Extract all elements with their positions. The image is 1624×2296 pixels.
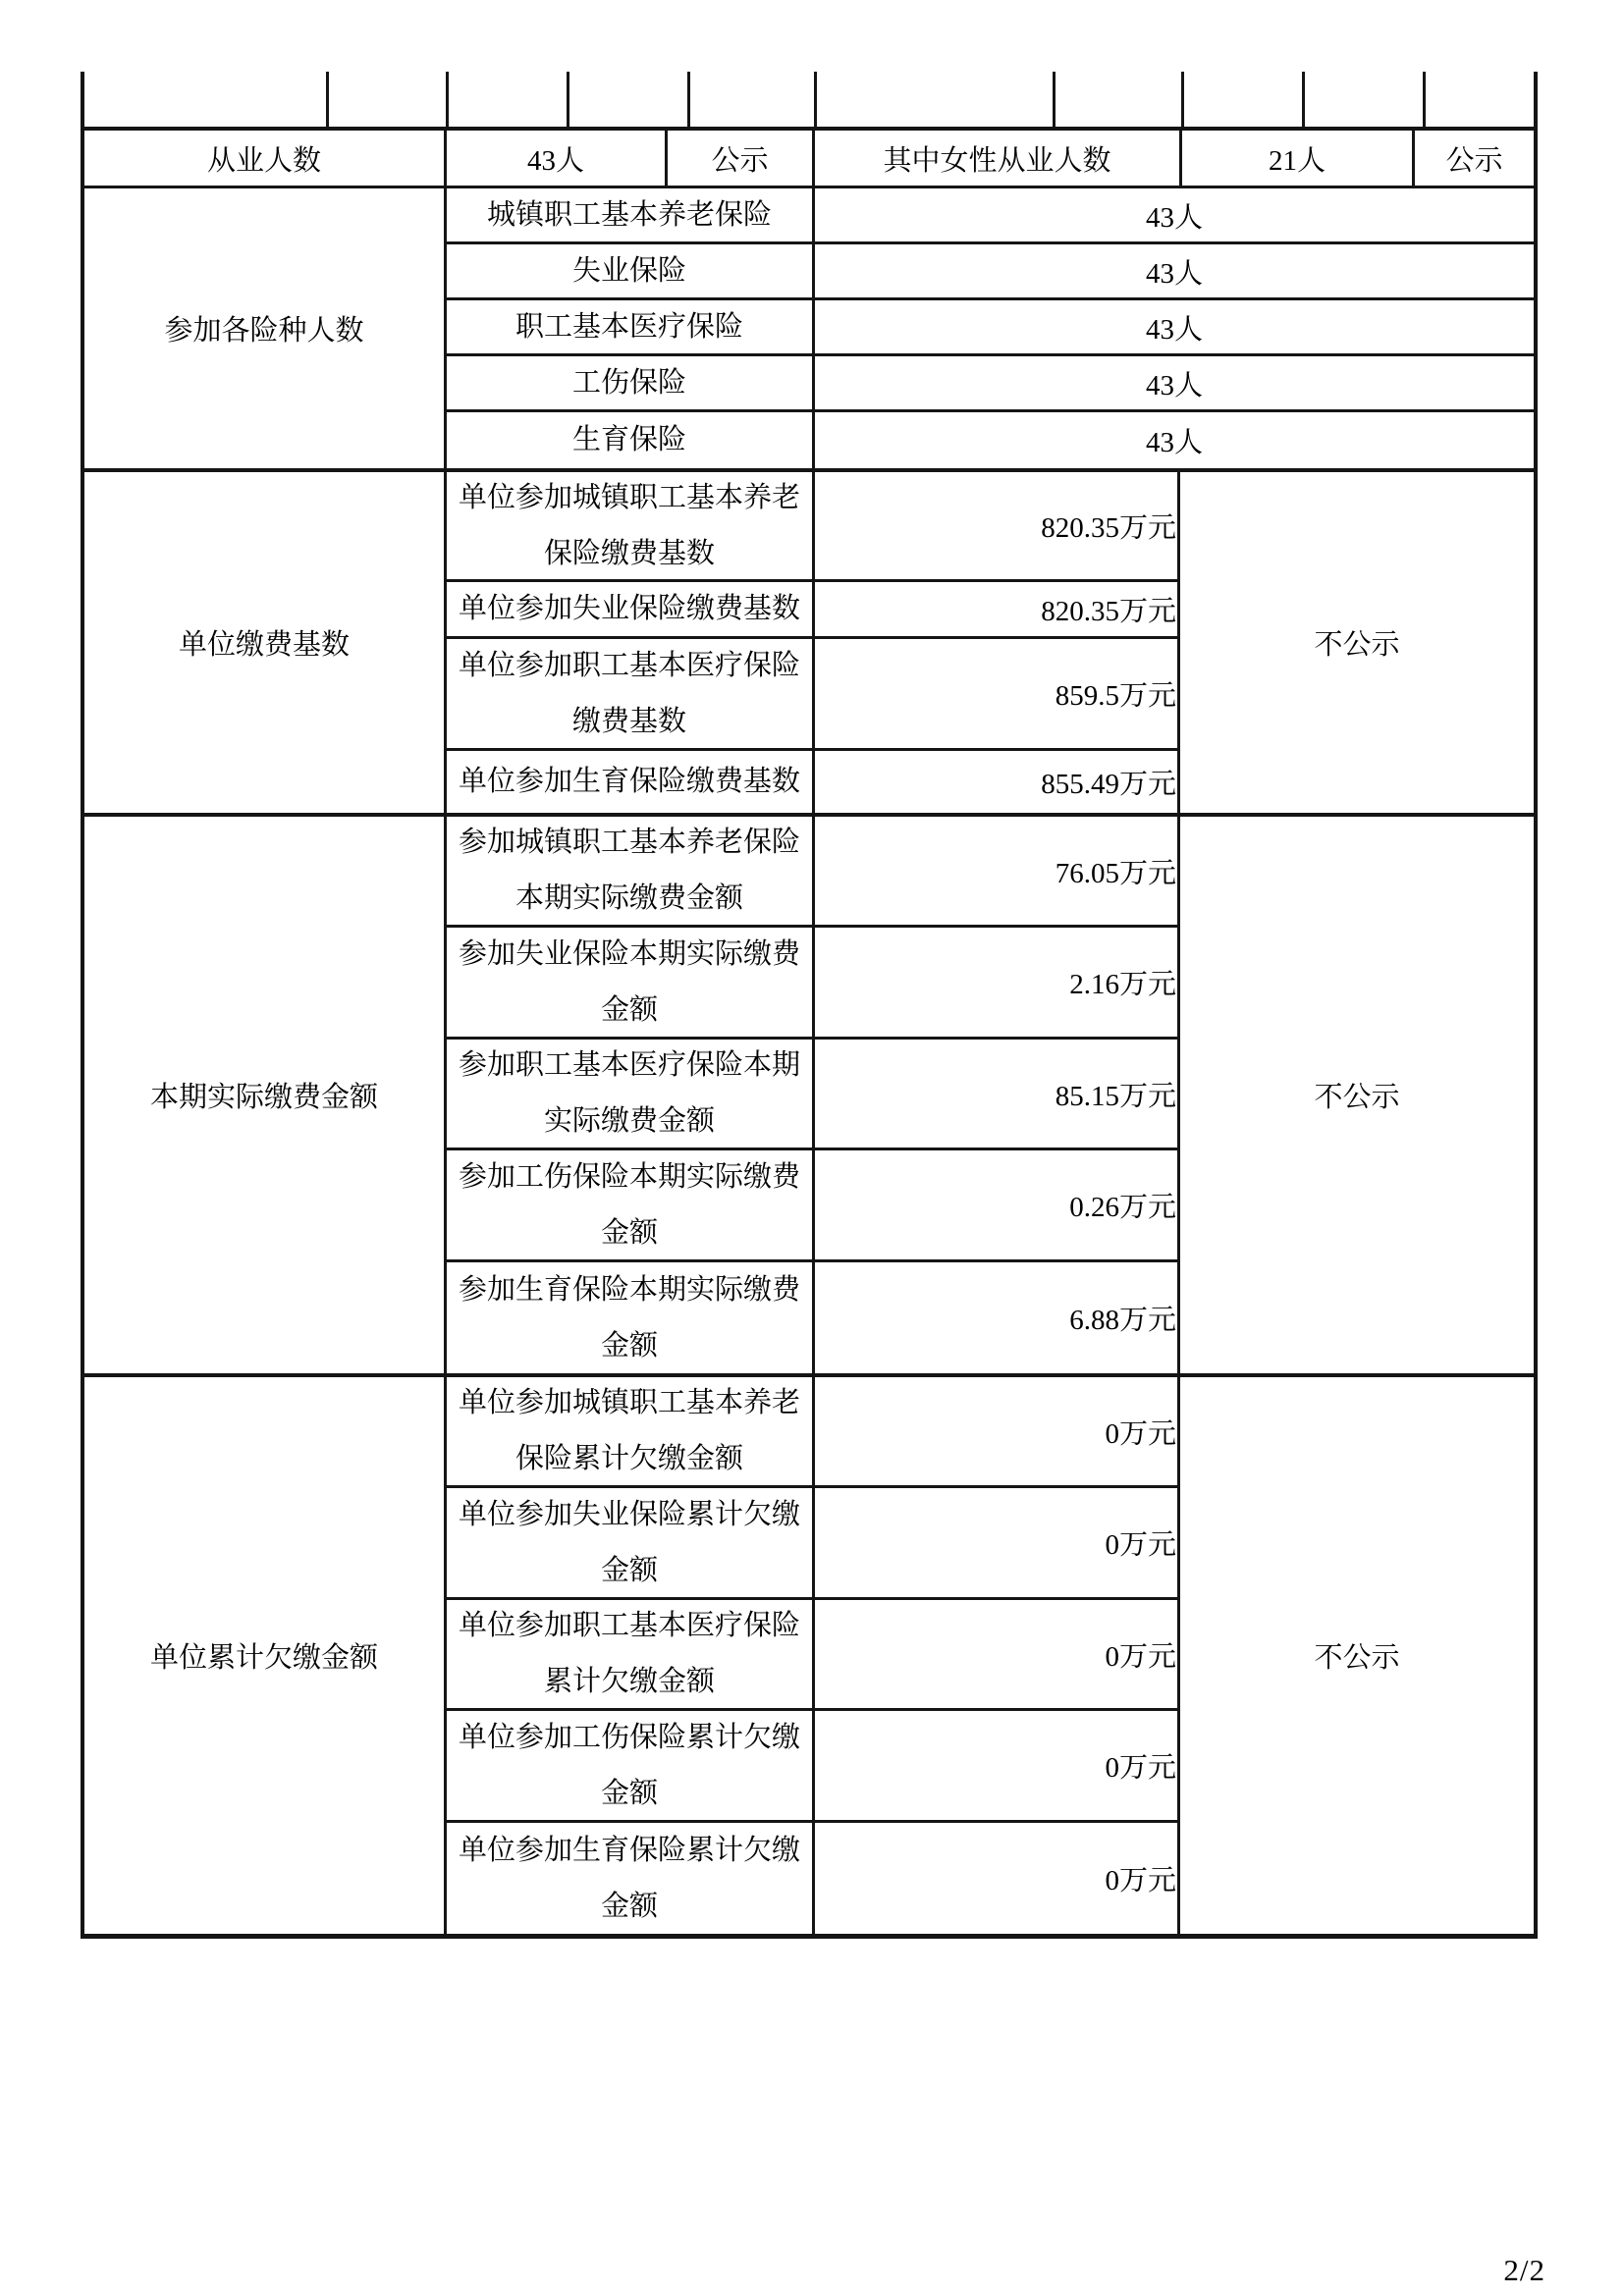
row-value: 820.35万元: [1041, 512, 1176, 544]
row-value: 820.35万元: [1041, 596, 1176, 627]
female-count-label: 其中女性从业人数: [815, 131, 1182, 186]
section-publicity-status: 不公示: [1314, 629, 1400, 661]
continuation-cell: [84, 72, 329, 127]
continuation-cell: [1426, 72, 1531, 127]
row-label: 职工基本医疗保险: [447, 300, 815, 353]
continuation-cell: [569, 72, 690, 127]
row-value: 2.16万元: [1069, 969, 1176, 1000]
row-value: 43人: [1145, 201, 1203, 234]
row-value: 43人: [1145, 427, 1203, 458]
row-label: 单位参加工伤保险累计欠缴金额: [447, 1711, 815, 1820]
row-label: 参加职工基本医疗保险本期实际缴费金额: [447, 1040, 815, 1148]
table-row: [447, 356, 1534, 412]
employee-count-status: 公示: [668, 131, 815, 186]
continuation-cell: [1056, 72, 1184, 127]
continuation-cell: [329, 72, 449, 127]
employee-count-value: 43人: [447, 131, 668, 186]
table-row: [447, 1377, 1177, 1488]
table-row: [447, 1488, 1177, 1600]
table-row: [447, 244, 1534, 300]
section-title: 本期实际缴费金额: [84, 817, 447, 1373]
section-title: 单位缴费基数: [84, 472, 447, 813]
table-row: [447, 1711, 1177, 1823]
row-label: 生育保险: [447, 412, 815, 468]
continuation-cell: [1305, 72, 1426, 127]
employee-count-row: [84, 131, 1534, 188]
female-count-value: 21人: [1182, 131, 1415, 186]
page-break-continuation-row: [84, 72, 1534, 131]
table-row: [447, 188, 1534, 244]
row-label: 单位参加职工基本医疗保险缴费基数: [447, 639, 815, 748]
table-row: [447, 300, 1534, 356]
row-label: 单位参加失业保险累计欠缴金额: [447, 1488, 815, 1597]
table-row: [447, 639, 1177, 751]
row-label: 单位参加生育保险累计欠缴金额: [447, 1823, 815, 1934]
row-value: 76.05万元: [1055, 857, 1176, 889]
section-title: 参加各险种人数: [84, 188, 447, 468]
row-value: 43人: [1145, 313, 1203, 346]
row-value: 0万元: [1105, 1529, 1176, 1561]
table-row: [447, 1262, 1177, 1373]
table-row: [447, 472, 1177, 582]
row-value: 43人: [1145, 369, 1203, 401]
row-value: 0万元: [1105, 1752, 1176, 1784]
section-insured-counts: [84, 188, 1534, 472]
continuation-cell: [817, 72, 1056, 127]
row-label: 参加工伤保险本期实际缴费金额: [447, 1150, 815, 1259]
row-value: 859.5万元: [1055, 680, 1176, 712]
employee-count-label: 从业人数: [84, 131, 447, 186]
table-row: [447, 751, 1177, 813]
row-value: 6.88万元: [1069, 1305, 1176, 1336]
table-row: [447, 817, 1177, 928]
row-label: 参加生育保险本期实际缴费金额: [447, 1262, 815, 1373]
continuation-cell: [690, 72, 817, 127]
row-value: 85.15万元: [1055, 1080, 1176, 1112]
section-contribution-base: [84, 472, 1534, 817]
row-label: 参加城镇职工基本养老保险本期实际缴费金额: [447, 817, 815, 925]
section-publicity-status: 不公示: [1314, 1642, 1400, 1674]
row-value: 0.26万元: [1069, 1192, 1176, 1223]
table-row: [447, 582, 1177, 639]
social-insurance-table: [81, 72, 1538, 1939]
row-label: 单位参加城镇职工基本养老保险累计欠缴金额: [447, 1377, 815, 1485]
female-count-status: 公示: [1445, 144, 1503, 177]
row-label: 单位参加职工基本医疗保险累计欠缴金额: [447, 1600, 815, 1708]
row-label: 单位参加生育保险缴费基数: [447, 751, 815, 813]
section-cumulative-arrears: [84, 1377, 1534, 1934]
page-number: 2/2: [1503, 2253, 1545, 2287]
row-label: 失业保险: [447, 244, 815, 297]
row-label: 单位参加城镇职工基本养老保险缴费基数: [447, 472, 815, 579]
continuation-cell: [449, 72, 569, 127]
table-row: [447, 1150, 1177, 1262]
row-value: 43人: [1145, 257, 1203, 290]
row-value: 855.49万元: [1041, 769, 1176, 800]
row-label: 城镇职工基本养老保险: [447, 188, 815, 241]
section-title: 单位累计欠缴金额: [84, 1377, 447, 1934]
continuation-cell: [1184, 72, 1305, 127]
row-label: 单位参加失业保险缴费基数: [447, 582, 815, 636]
row-label: 参加失业保险本期实际缴费金额: [447, 928, 815, 1037]
row-value: 0万元: [1105, 1865, 1176, 1896]
row-value: 0万元: [1105, 1417, 1176, 1450]
row-label: 工伤保险: [447, 356, 815, 409]
section-publicity-status: 不公示: [1314, 1082, 1400, 1113]
table-row: [447, 1600, 1177, 1711]
table-row: [447, 1823, 1177, 1934]
table-row: [447, 1040, 1177, 1150]
section-current-payment: [84, 817, 1534, 1377]
table-row: [447, 412, 1534, 468]
table-row: [447, 928, 1177, 1040]
row-value: 0万元: [1105, 1640, 1176, 1673]
